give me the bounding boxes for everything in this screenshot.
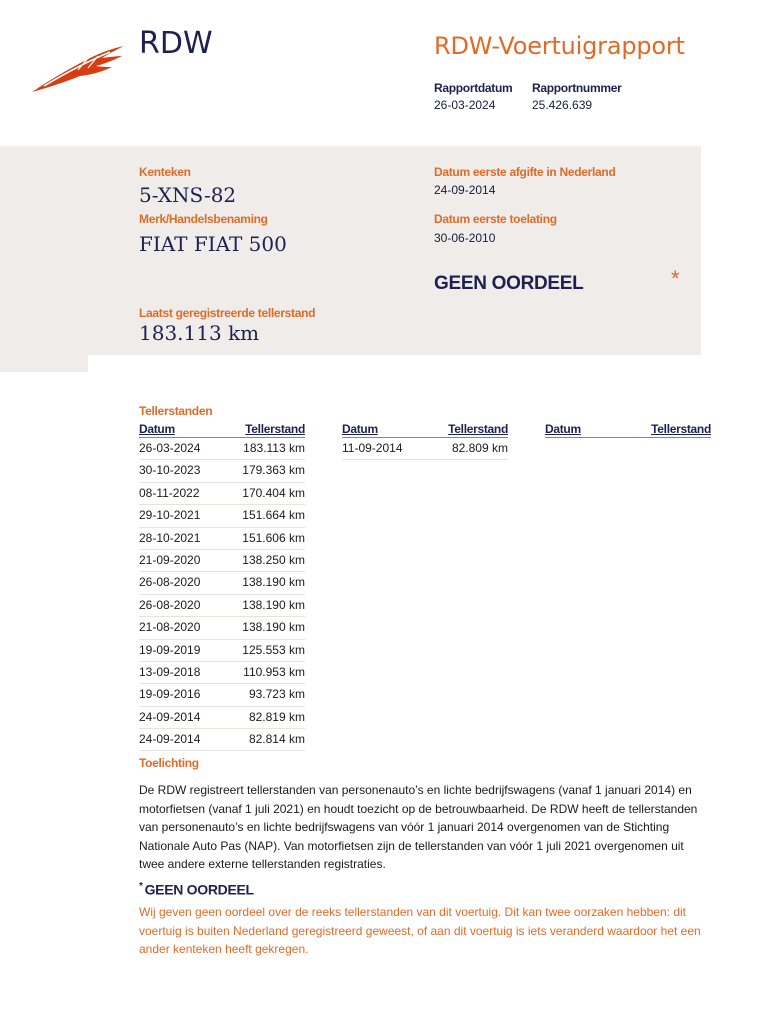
- table-header: [342, 422, 508, 438]
- col-reading-header: Tellerstand: [448, 422, 508, 436]
- odometer-title: Tellerstanden: [139, 404, 213, 418]
- row-reading: 93.723 km: [248, 687, 305, 702]
- brand-name: RDW: [139, 26, 213, 61]
- row-date: 21-08-2020: [139, 620, 201, 635]
- last-odometer-value: 183.113 km: [139, 321, 260, 345]
- row-reading: 151.664 km: [242, 508, 305, 523]
- explanation-title: Toelichting: [139, 756, 199, 770]
- table-header: [545, 422, 711, 438]
- row-date: 26-08-2020: [139, 575, 201, 590]
- report-title: RDW-Voertuigrapport: [434, 32, 685, 60]
- row-reading: 125.553 km: [242, 642, 305, 657]
- odometer-table-2: [342, 422, 508, 460]
- table-row: [139, 595, 305, 617]
- first-admission-value: 30-06-2010: [434, 231, 496, 245]
- row-reading: 138.190 km: [242, 597, 305, 612]
- row-reading: 82.819 km: [248, 709, 305, 724]
- row-date: 19-09-2016: [139, 687, 201, 702]
- table-body: [139, 438, 305, 751]
- table-row: [139, 729, 305, 751]
- row-date: 26-08-2020: [139, 597, 201, 612]
- table-header: [139, 422, 305, 438]
- row-date: 08-11-2022: [139, 485, 200, 500]
- table-row: [139, 550, 305, 572]
- first-registration-nl-value: 24-09-2014: [434, 183, 496, 197]
- table-row: [139, 617, 305, 639]
- table-row: [139, 662, 305, 684]
- rdw-logo-icon: [30, 40, 126, 99]
- col-reading-header: Tellerstand: [651, 422, 711, 436]
- row-date: 24-09-2014: [139, 709, 201, 724]
- table-row: [139, 707, 305, 729]
- col-reading-header: Tellerstand: [245, 422, 305, 436]
- row-reading: 82.814 km: [248, 732, 305, 747]
- judgement-explanation: Wij geven geen oordeel over de reeks tellerstanden van dit voertuig. Dit kan twee oorzaken hebben: dit voertuig is buiten Nederland geregistreerd geweest, of aan dit voertuig is iets veranderd waardoor het een ander kenteken heeft gekregen.: [139, 905, 701, 957]
- table-row: [139, 483, 305, 505]
- table-row: [342, 438, 508, 460]
- report-date-label: Rapportdatum: [434, 81, 513, 95]
- col-date-header: Datum: [545, 422, 581, 436]
- table-row: [139, 572, 305, 594]
- table-row: [139, 528, 305, 550]
- table-row: [139, 640, 305, 662]
- report-date: 26-03-2024: [434, 98, 496, 112]
- table-row: [139, 460, 305, 482]
- row-date: 29-10-2021: [139, 508, 201, 523]
- plate-value: 5-XNS-82: [139, 183, 237, 207]
- row-reading: 151.606 km: [242, 530, 305, 545]
- row-reading: 138.190 km: [242, 575, 305, 590]
- row-date: 13-09-2018: [139, 664, 201, 679]
- table-row: [139, 505, 305, 527]
- judgement-status: GEEN OORDEEL: [434, 273, 584, 294]
- judgement-star: *: [671, 266, 680, 291]
- row-reading: 179.363 km: [242, 463, 305, 478]
- row-reading: 138.250 km: [242, 552, 305, 567]
- odometer-table-1: [139, 422, 305, 751]
- odometer-table-3: [545, 422, 711, 438]
- make-value: FIAT FIAT 500: [139, 232, 287, 256]
- vehicle-summary-panel: [0, 146, 701, 372]
- row-date: 28-10-2021: [139, 530, 201, 545]
- panel-notch: [0, 355, 88, 372]
- row-reading: 170.404 km: [242, 485, 305, 500]
- row-date: 24-09-2014: [139, 732, 201, 747]
- col-date-header: Datum: [342, 422, 378, 436]
- judgement-heading-star: *: [139, 881, 143, 892]
- row-date: 21-09-2020: [139, 552, 201, 567]
- row-reading: 138.190 km: [242, 620, 305, 635]
- first-admission-label: Datum eerste toelating: [434, 212, 557, 226]
- report-number-label: Rapportnummer: [532, 81, 622, 95]
- explanation-text: De RDW registreert tellerstanden van personenauto’s en lichte bedrijfswagens (vanaf 1 januari 2014) en motorfietsen (vanaf 1 juli 2021) en houdt toezicht op de betrouwbaarheid. De RDW heeft de tellerstanden van personenauto’s en lichte bedrijfswagens van vóór 1 januari 2014 overgenomen van de Stichting Nationale Auto Pas (NAP). Van motorfietsen zijn de tellerstanden van vóór 1 juli 2021 overgenomen uit twee andere externe tellerstanden registraties.: [139, 783, 698, 872]
- first-registration-nl-label: Datum eerste afgifte in Nederland: [434, 165, 616, 179]
- row-date: 30-10-2023: [139, 463, 201, 478]
- last-odometer-label: Laatst geregistreerde tellerstand: [139, 306, 316, 320]
- plate-label: Kenteken: [139, 165, 191, 179]
- report-number: 25.426.639: [532, 98, 593, 112]
- table-row: [139, 438, 305, 460]
- table-body: [342, 438, 508, 460]
- row-date: 26-03-2024: [139, 441, 201, 455]
- judgement-heading: [139, 881, 254, 898]
- col-date-header: Datum: [139, 422, 175, 436]
- row-reading: 183.113 km: [243, 441, 305, 455]
- row-date: 19-09-2019: [139, 642, 201, 657]
- judgement-heading-text: GEEN OORDEEL: [144, 881, 254, 898]
- row-reading: 82.809 km: [451, 441, 508, 455]
- table-row: [139, 684, 305, 706]
- row-date: 11-09-2014: [342, 441, 403, 455]
- make-label: Merk/Handelsbenaming: [139, 212, 268, 226]
- row-reading: 110.953 km: [243, 664, 305, 679]
